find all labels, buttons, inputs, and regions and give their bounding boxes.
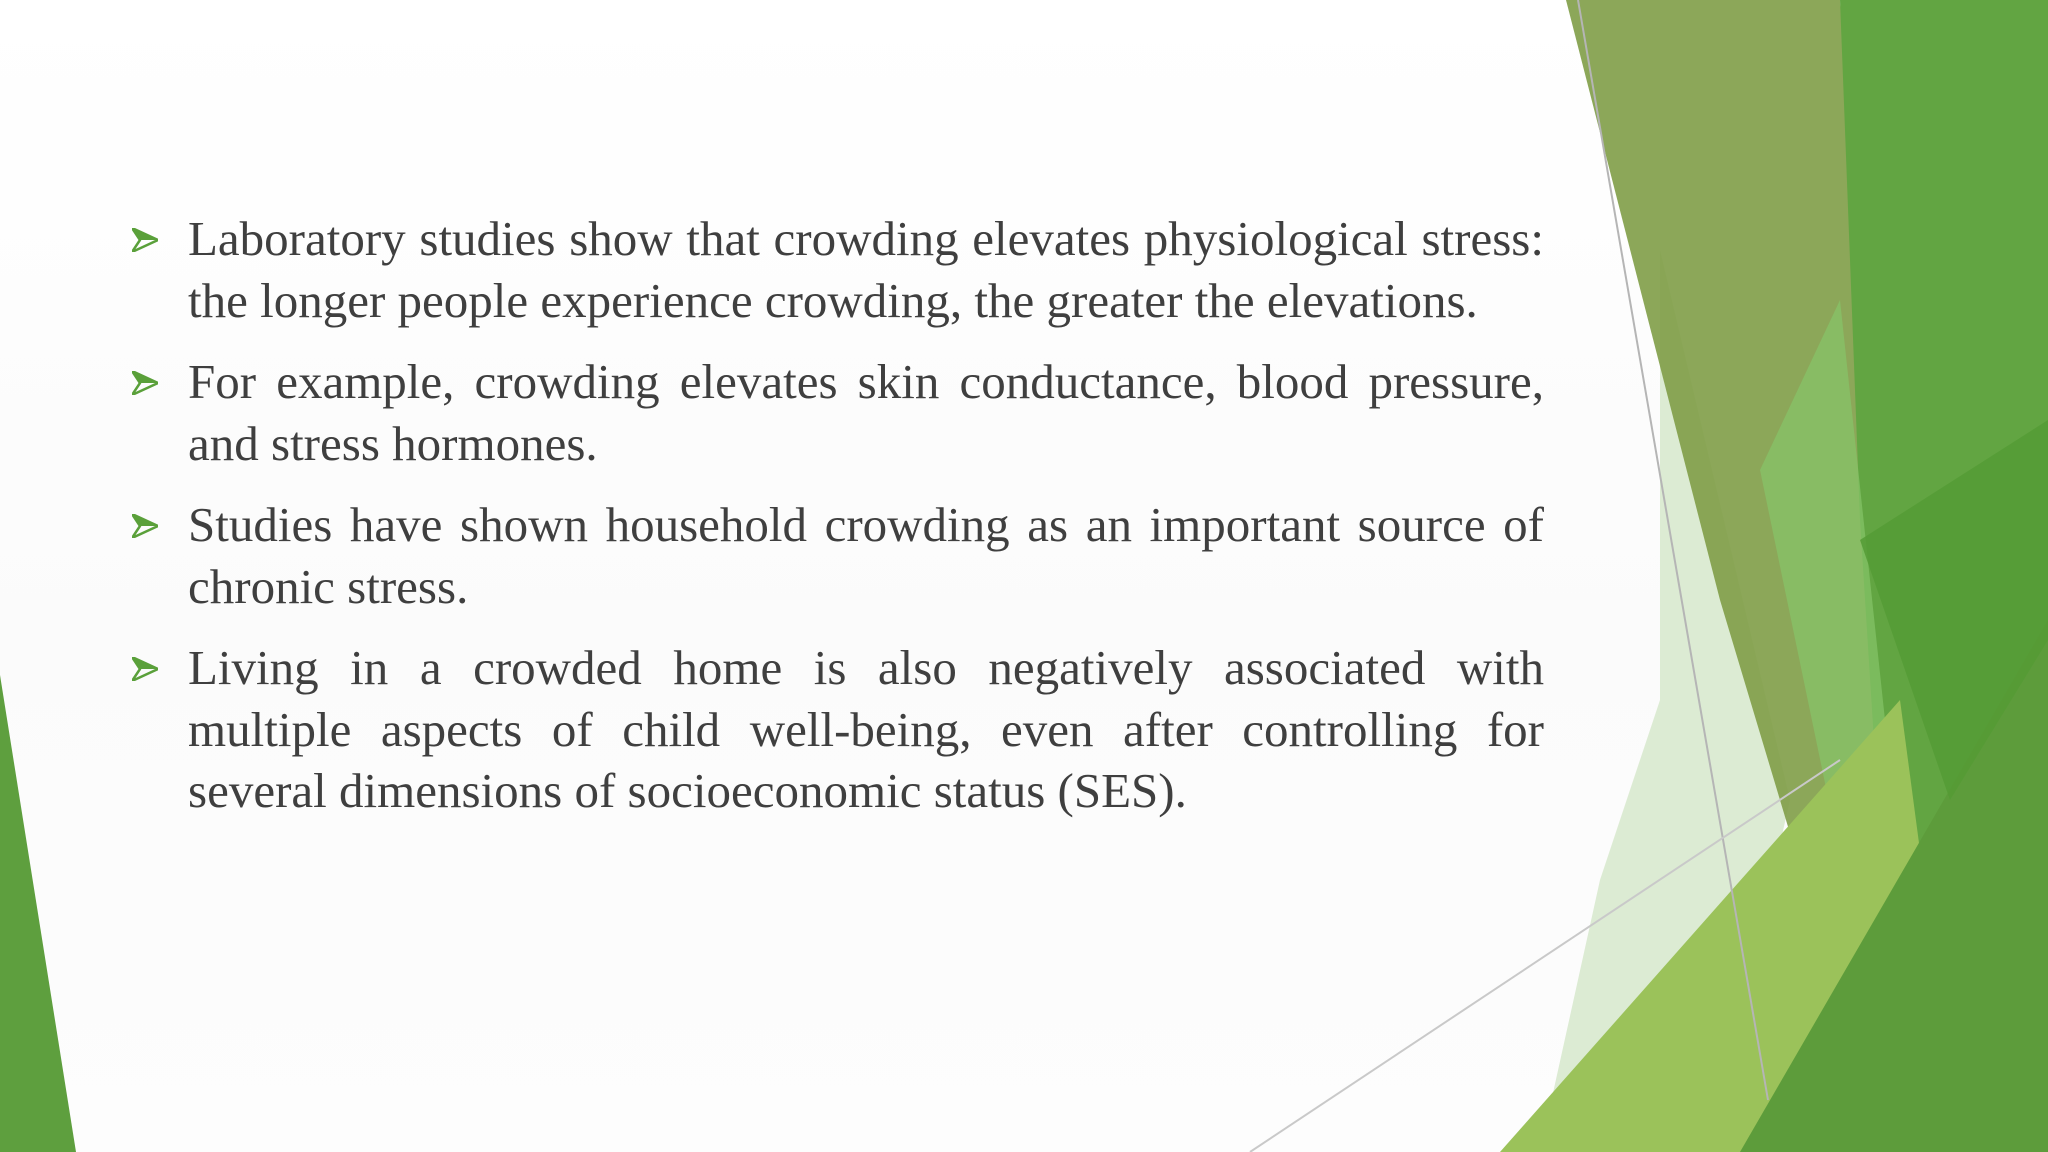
bullet-text: For example, crowding elevates skin conductance, blood pressure, and stress hormones. [188, 354, 1544, 471]
bullet-text: Laboratory studies show that crowding elevates physiological stress: the longer people experience crowding, the greater the elevations. [188, 211, 1544, 328]
arrowhead-bullet-icon [132, 371, 158, 395]
arrowhead-bullet-icon [132, 657, 158, 681]
bullet-text: Living in a crowded home is also negatively associated with multiple aspects of child well-being, even after controlling for several dimensions of socioeconomic status (SES). [188, 640, 1544, 818]
arrowhead-bullet-icon [132, 514, 158, 538]
arrowhead-bullet-icon [132, 228, 158, 252]
bullet-list [128, 208, 1544, 822]
bullet-item [128, 208, 1544, 331]
bullet-item [128, 637, 1544, 822]
bullet-item [128, 351, 1544, 474]
bullet-item [128, 494, 1544, 617]
slide-body [128, 208, 1544, 842]
left-green-sliver [0, 675, 76, 1152]
bullet-text: Studies have shown household crowding as an important source of chronic stress. [188, 497, 1544, 614]
